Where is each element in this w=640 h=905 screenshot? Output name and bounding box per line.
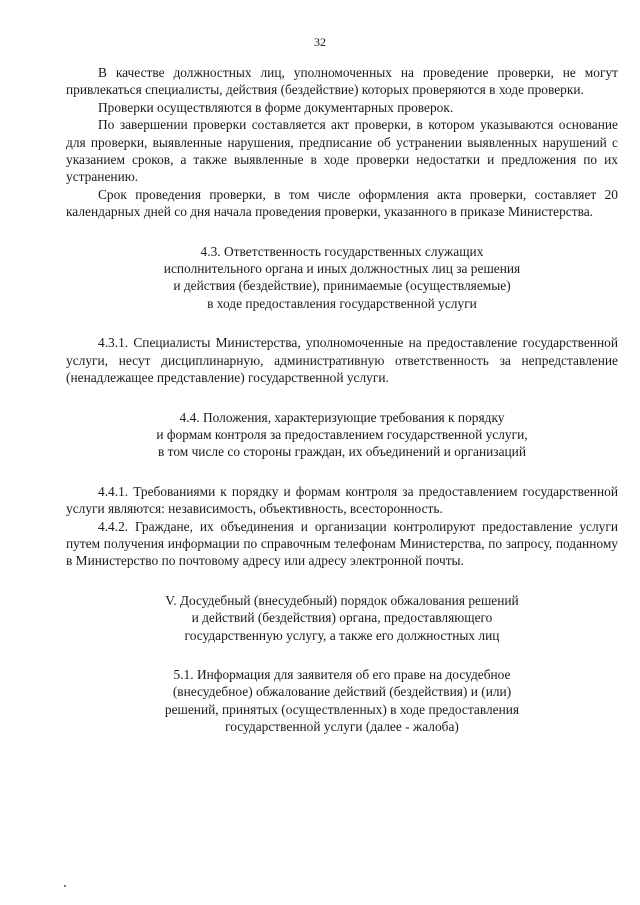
heading-line: V. Досудебный (внесудебный) порядок обжалования решений: [165, 592, 519, 608]
section-heading-4-3: [66, 243, 618, 313]
heading-line: в ходе предоставления государственной услуги: [207, 295, 477, 311]
section-heading-4-4: [66, 409, 618, 461]
paragraph-inspection-form: Проверки осуществляются в форме документарных проверок.: [98, 99, 454, 115]
section-heading-v: [66, 592, 618, 644]
heading-line: (внесудебное) обжалование действий (бездействия) и (или): [172, 684, 512, 700]
document-body: [66, 64, 618, 736]
section-heading-5-1: [66, 666, 618, 736]
heading-line: государственную услугу, а также его должностных лиц: [184, 627, 500, 643]
paragraph-inspection-act: По завершении проверки составляется акт проверки, в котором указываются основание для проверки, выявленные нарушения, предписание об устранении выявленных нарушений с указанием сроков, а также выявленные в ходе проверки недостатки и предложения по их устранению.: [66, 117, 618, 185]
paragraph-inspection-term: Срок проведения проверки, в том числе оформления акта проверки, составляет 20 календарных дней со дня начала проведения проверки, указанного в приказе Министерства.: [66, 186, 618, 220]
paragraph-inspectors: В качестве должностных лиц, уполномоченных на проведение проверки, не могут привлекаться специалисты, действия (бездействие) которых проверяются в ходе проверки.: [66, 65, 618, 98]
heading-line: 4.3. Ответственность государственных служащих: [200, 243, 484, 259]
page-number: 32: [314, 35, 326, 49]
scan-speck: [64, 885, 66, 887]
heading-line: 5.1. Информация для заявителя об его праве на досудебное: [173, 666, 511, 682]
paragraph-4-4-1: 4.4.1. Требованиями к порядку и формам контроля за предоставлением государственной услуги являются: независимость, объективность, всесторонность.: [66, 483, 618, 517]
heading-line: 4.4. Положения, характеризующие требования к порядку: [179, 409, 505, 425]
paragraph-4-4-2: 4.4.2. Граждане, их объединения и организации контролируют предоставление услуги путем получения информации по справочным телефонам Министерства, по запросу, поданному в Министерство по почтовому адресу или адресу электронной почты.: [66, 518, 618, 569]
heading-line: в том числе со стороны граждан, их объединений и организаций: [157, 444, 527, 460]
heading-line: государственной услуги (далее - жалоба): [225, 719, 459, 735]
heading-line: и действия (бездействие), принимаемые (осуществляемые): [173, 278, 511, 294]
heading-line: и формам контроля за предоставлением государственной услуги,: [156, 426, 528, 442]
heading-line: решений, принятых (осуществленных) в ходе предоставления: [164, 701, 520, 717]
heading-line: и действий (бездействия) органа, предоставляющего: [191, 610, 493, 626]
heading-line: исполнительного органа и иных должностных лиц за решения: [163, 261, 521, 277]
paragraph-4-3-1: 4.3.1. Специалисты Министерства, уполномоченные на предоставление государственной услуги, несут дисциплинарную, административную ответственность за непредставление (ненадлежащее представление) государственной услуги.: [66, 335, 618, 386]
